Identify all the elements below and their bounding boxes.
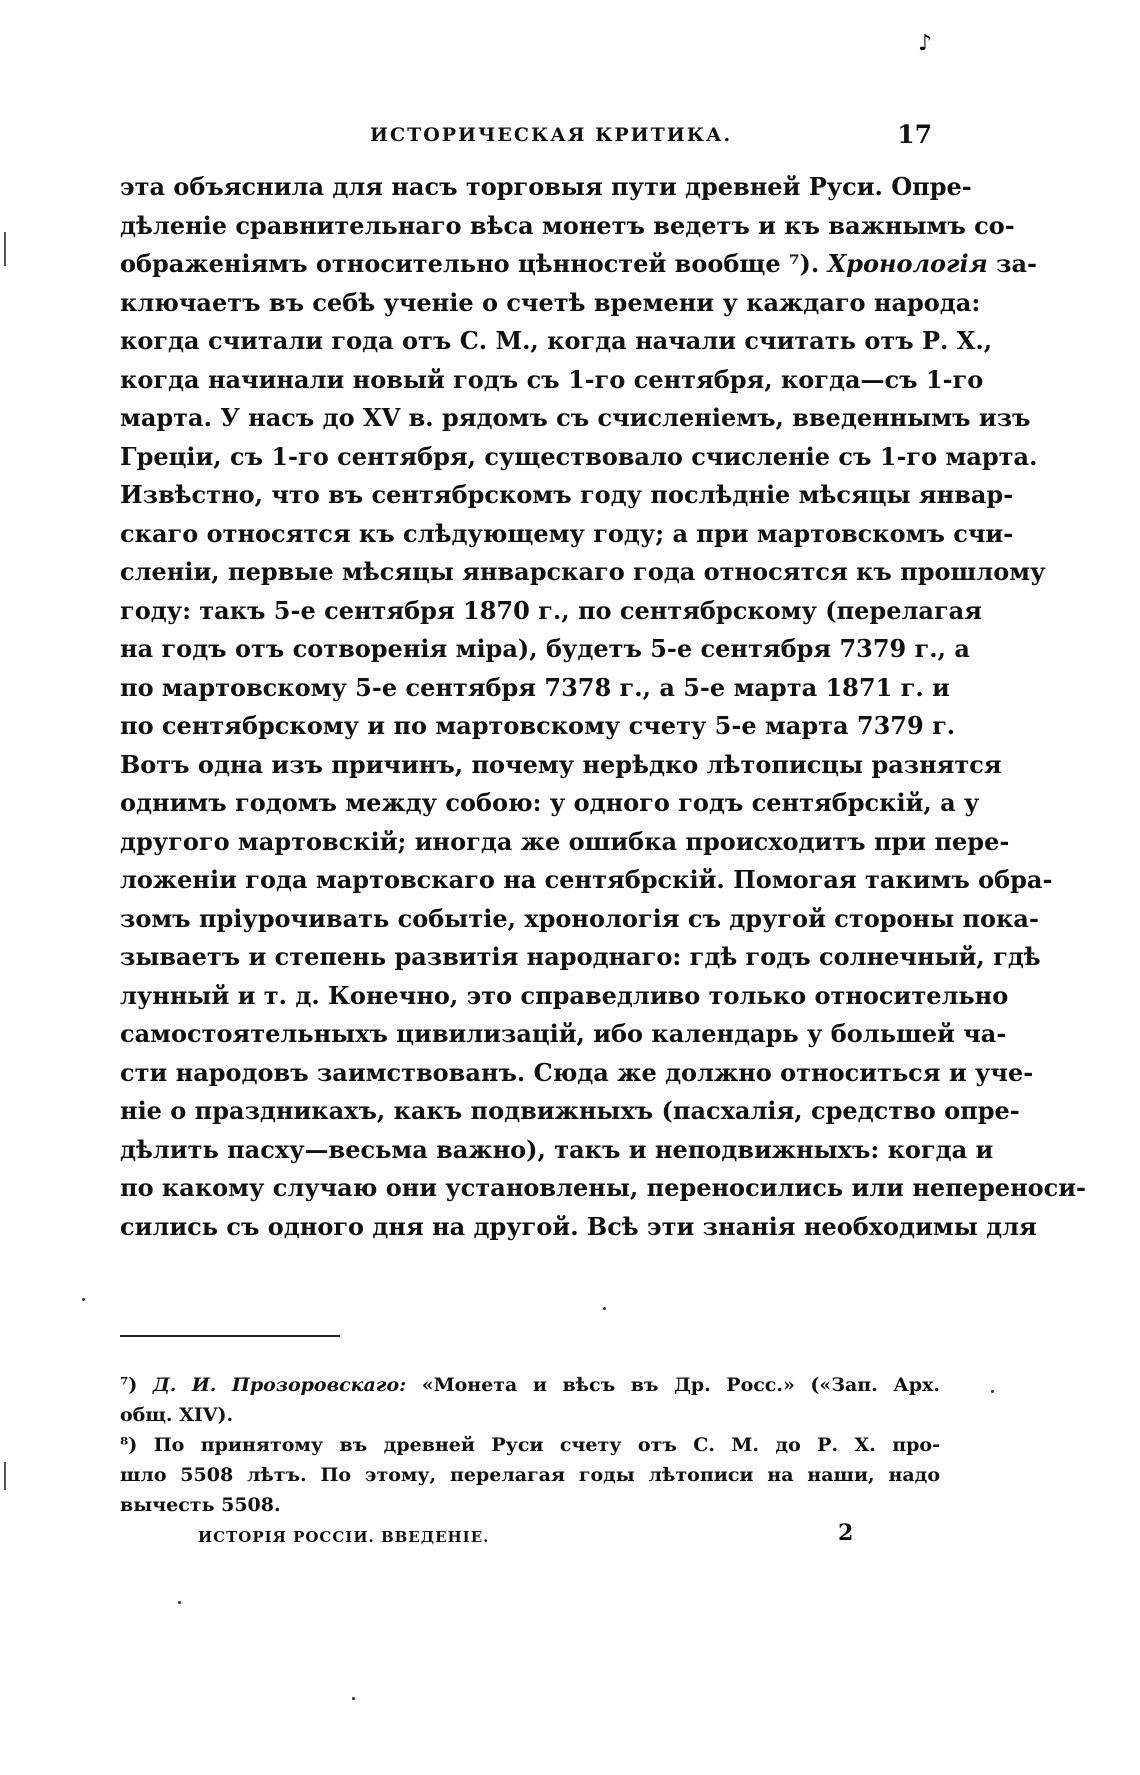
text-line: ключаетъ въ себѣ ученіе о счетѣ времени у каждаго народа:: [120, 287, 981, 317]
text-line: дѣлить пасху—весьма важно), такъ и неподвижныхъ: когда и: [120, 1134, 994, 1164]
text-line-with-italic: [120, 245, 1037, 284]
running-title: ИСТОРИЧЕСКАЯ КРИТИКА.: [370, 124, 733, 146]
text-line: сленіи, первые мѣсяцы январскаго года относятся къ прошлому: [120, 557, 1046, 586]
text-line: по мартовскому 5-е сентября 7378 г., а 5-е марта 1871 г. и: [120, 672, 950, 702]
scan-speck: [603, 1307, 606, 1310]
text-line: ніе о праздникахъ, какъ подвижныхъ (пасхалія, средство опре-: [120, 1096, 1020, 1125]
text-line: на годъ отъ сотворенія міра), будетъ 5-е сентября 7379 г., а: [120, 634, 970, 663]
text-line: по какому случаю они установлены, переносились или непереноси-: [120, 1173, 1087, 1202]
text-line: зомъ пріурочивать событіе, хронологія съ другой стороны пока-: [120, 903, 1039, 933]
scan-speck: [178, 1601, 181, 1604]
footnote-line: [120, 1430, 940, 1460]
text-line: ложеніи года мартовскаго на сентябрскій. Помогая такимъ обра-: [120, 865, 1053, 894]
text-line: когда считали года отъ С. М., когда начали считать отъ Р. Х.,: [120, 326, 993, 355]
text-segment: ображеніямъ относительно цѣнностей вообще ⁷).: [120, 249, 820, 278]
text-line: другого мартовскій; иногда же ошибка происходитъ при пере-: [120, 826, 1010, 856]
text-line: Извѣстно, что въ сентябрскомъ году послѣдніе мѣсяцы январ-: [120, 480, 1014, 509]
text-line: Вотъ одна изъ причинъ, почему нерѣдко лѣтописцы разнятся: [120, 749, 1002, 779]
footnote-author: Д. И. Прозоровскаго:: [152, 1374, 407, 1396]
scan-speck: [82, 1298, 85, 1301]
corner-mark: ♪: [918, 30, 933, 56]
text-line: сти народовъ заимствованъ. Сюда же должно относиться и уче-: [120, 1057, 1034, 1087]
text-line: самостоятельныхъ цивилизацій, ибо календарь у большей ча-: [120, 1019, 1007, 1048]
text-line: зываетъ и степень развитія народнаго: гдѣ годъ солнечный, гдѣ: [120, 942, 1041, 971]
scan-edge-line: [4, 232, 6, 266]
text-line: по сентябрскому и по мартовскому счету 5-е марта 7379 г.: [120, 711, 956, 740]
footnote-rule: [120, 1335, 340, 1337]
scan-speck: [991, 1390, 994, 1393]
footnote-marker: ⁸): [120, 1434, 138, 1456]
text-line: когда начинали новый годъ съ 1-го сентября, когда—съ 1-го: [120, 364, 984, 394]
footnote-line: общ. XIV).: [120, 1404, 234, 1426]
footnote-text: По принятому въ древней Руси счету отъ С. М. до Р. Х. про-: [153, 1434, 940, 1456]
text-line: Греціи, съ 1-го сентября, существовало счисленіе съ 1-го марта.: [120, 441, 1038, 471]
footnotes: [120, 1370, 940, 1520]
text-line: сились съ одного дня на другой. Всѣ эти знанія необходимы для: [120, 1211, 1037, 1241]
footnote-line: шло 5508 лѣтъ. По этому, перелагая годы лѣтописи на наши, надо: [120, 1464, 940, 1486]
scan-speck: [352, 1697, 355, 1700]
text-line: дѣленіе сравнительнаго вѣса монетъ ведетъ и къ важнымъ со-: [120, 210, 1015, 240]
body-text: [120, 168, 1087, 1246]
text-segment: за-: [996, 249, 1037, 278]
page-number: 17: [897, 120, 932, 149]
footnote-line: [120, 1370, 940, 1400]
signature-mark: 2: [838, 1520, 854, 1546]
printer-signature: ИСТОРІЯ РОССІИ. ВВЕДЕНІЕ.: [198, 1528, 490, 1546]
text-line: году: такъ 5-е сентября 1870 г., по сентябрскому (перелагая: [120, 595, 982, 625]
text-line: однимъ годомъ между собою: у одного годъ сентябрскій, а у: [120, 788, 980, 817]
text-line: марта. У насъ до XV в. рядомъ съ счисленіемъ, введеннымъ изъ: [120, 403, 1031, 432]
text-line: эта объяснила для насъ торговыя пути древней Руси. Опре-: [120, 172, 972, 201]
footnote-text: «Монета и вѣсъ въ Др. Росс.» («Зап. Арх.: [421, 1374, 940, 1396]
footnote-line: вычесть 5508.: [120, 1494, 281, 1516]
text-line: лунный и т. д. Конечно, это справедливо только относительно: [120, 980, 1009, 1010]
footnote-marker: ⁷): [120, 1374, 138, 1396]
italic-term: Хронологія: [827, 249, 988, 278]
running-head: [120, 118, 940, 158]
scan-edge-line: [4, 1462, 6, 1490]
text-line: скаго относятся къ слѣдующему году; а при мартовскомъ счи-: [120, 518, 1014, 548]
